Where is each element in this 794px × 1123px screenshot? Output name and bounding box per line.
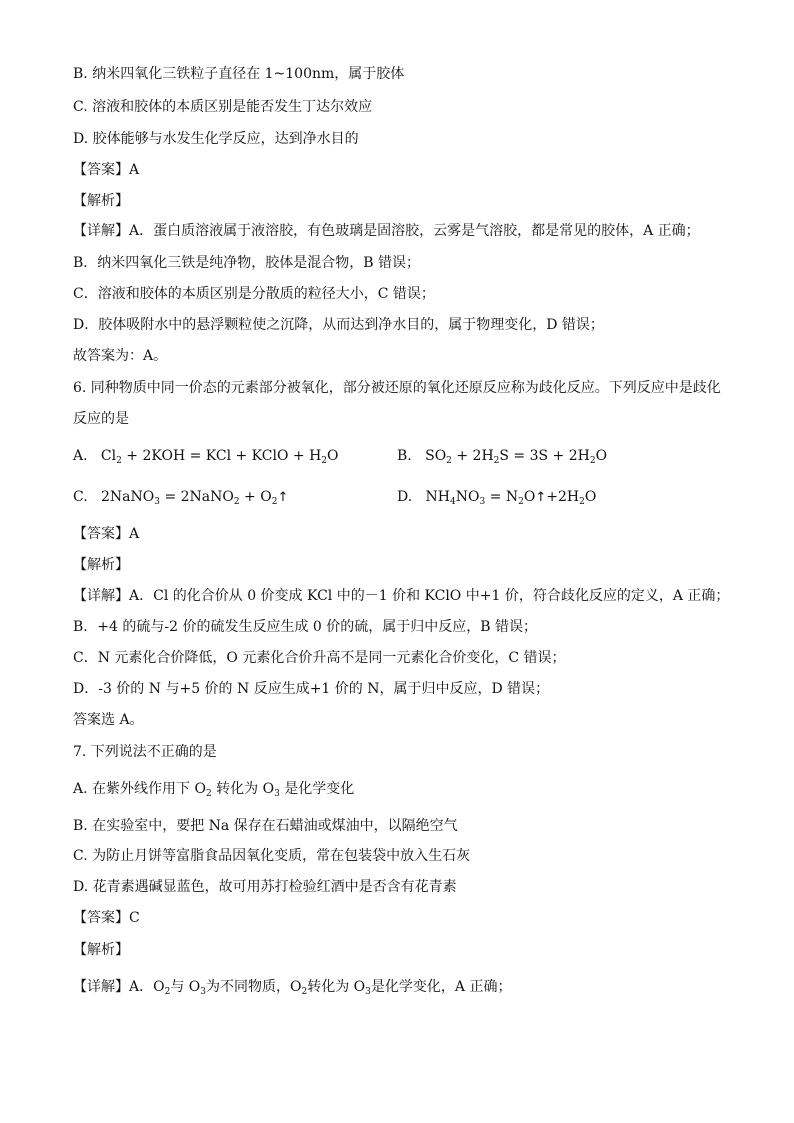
q6-conclusion: 答案选 A。: [73, 712, 144, 728]
q7-detail-a-mid2: 为不同物质，O: [206, 979, 302, 995]
q7-detail-a-suffix: 是化学变化，A 正确；: [370, 979, 512, 995]
q6-option-b-equation: $SO_2 + 2H_2S = 3S + 2H_2O$: [416, 448, 608, 466]
q5-option-d: D. 胶体能够与水发生化学反应，达到净水目的: [73, 131, 359, 147]
q5-conclusion: 故答案为：A。: [73, 348, 168, 364]
q7-detail-a-mid1: 与 O: [170, 979, 201, 995]
q5-analysis-label: 【解析】: [73, 193, 129, 209]
q6-option-a-label: A.: [73, 448, 88, 464]
q5-detail-d: D．胶体吸附水中的悬浮颗粒使之沉降，从而达到净水目的，属于物理变化，D 错误；: [73, 317, 604, 333]
q6-option-c: [73, 487, 288, 507]
q6-option-a-equation: $Cl_2 + 2KOH$ = KCl + KClO + $H_2O$: [92, 448, 339, 466]
q5-detail-b: B．纳米四氧化三铁是纯净物，胶体是混合物，B 错误；: [73, 255, 421, 271]
q5-option-c: C. 溶液和胶体的本质区别是能否发生丁达尔效应: [73, 99, 373, 115]
q7-detail-a: 【详解】A．$O_2$与 $O_3$为不同物质，$O_2$转化为 $O_3$是化学变化，A 正确；: [73, 979, 512, 997]
q6-detail-d: D．-3 价的 N 与+5 价的 N 反应生成+1 价的 N，属于归中反应，D 错误；: [73, 681, 550, 697]
q6-stem-line2: 反应的是: [73, 411, 129, 427]
q6-option-b: [397, 446, 607, 466]
q7-option-a-suffix: 是化学变化: [284, 781, 355, 797]
q6-option-b-label: B.: [397, 448, 412, 464]
q6-option-d-label: D.: [397, 489, 413, 505]
q5-detail-c: C．溶液和胶体的本质区别是分散质的粒径大小，C 错误；: [73, 286, 435, 302]
q7-option-b: B. 在实验室中，要把 Na 保存在石蜡油或煤油中，以隔绝空气: [73, 818, 458, 834]
q5-option-b: B. 纳米四氧化三铁粒子直径在 1~100nm，属于胶体: [73, 66, 405, 82]
q7-option-d: D. 花青素遇碱显蓝色，故可用苏打检验红酒中是否含有花青素: [73, 879, 457, 895]
gas-up-arrow-icon: ↑: [277, 490, 289, 505]
q7-detail-a-prefix: 【详解】A．O: [73, 979, 165, 995]
gas-up-arrow-icon: ↑: [535, 490, 547, 505]
q7-answer: 【答案】C: [73, 910, 140, 926]
q6-answer: 【答案】A: [73, 526, 140, 542]
q7-analysis-label: 【解析】: [73, 942, 129, 958]
q6-stem-line1: 6. 同种物质中同一价态的元素部分被氧化，部分被还原的氧化还原反应称为歧化反应。下列反应中是歧化: [73, 380, 721, 396]
q7-option-c: C. 为防止月饼等富脂食品因氧化变质，常在包装袋中放入生石灰: [73, 848, 471, 864]
q7-option-a: A. 在紫外线作用下 $O_2$ 转化为 $O_3$ 是化学变化: [73, 781, 355, 799]
q6-detail-a: 【详解】A．Cl 的化合价从 0 价变成 KCl 中的－1 价和 KClO 中+1 价，符合歧化反应的定义，A 正确；: [73, 588, 730, 604]
q6-option-a: [73, 446, 339, 466]
q7-detail-a-mid3: 转化为 O: [307, 979, 366, 995]
q6-analysis-label: 【解析】: [73, 557, 129, 573]
q6-detail-b: B．+4 的硫与-2 价的硫发生反应生成 0 价的硫，属于归中反应，B 错误；: [73, 619, 538, 635]
q6-option-c-label: C.: [73, 489, 88, 505]
q6-option-d-equation: $NH_4NO_3$ = $N_2O↑+2H_2O$: [416, 489, 597, 507]
q7-option-a-prefix: A. 在紫外线作用下 O: [73, 781, 206, 797]
q7-option-a-mid: 转化为 O: [216, 781, 275, 797]
q7-stem: 7. 下列说法不正确的是: [73, 744, 217, 760]
q5-detail-a: 【详解】A．蛋白质溶液属于液溶胶，有色玻璃是固溶胶，云雾是气溶胶，都是常见的胶体，A 正确；: [73, 223, 700, 239]
q6-option-d: [397, 487, 596, 507]
q6-detail-c: C．N 元素化合价降低，O 元素化合价升高不是同一元素化合价变化，C 错误；: [73, 650, 566, 666]
q6-option-c-equation: 2NaNO$_3$ = 2NaNO$_2$ + $O_2↑$: [92, 489, 289, 507]
q5-answer: 【答案】A: [73, 162, 140, 178]
